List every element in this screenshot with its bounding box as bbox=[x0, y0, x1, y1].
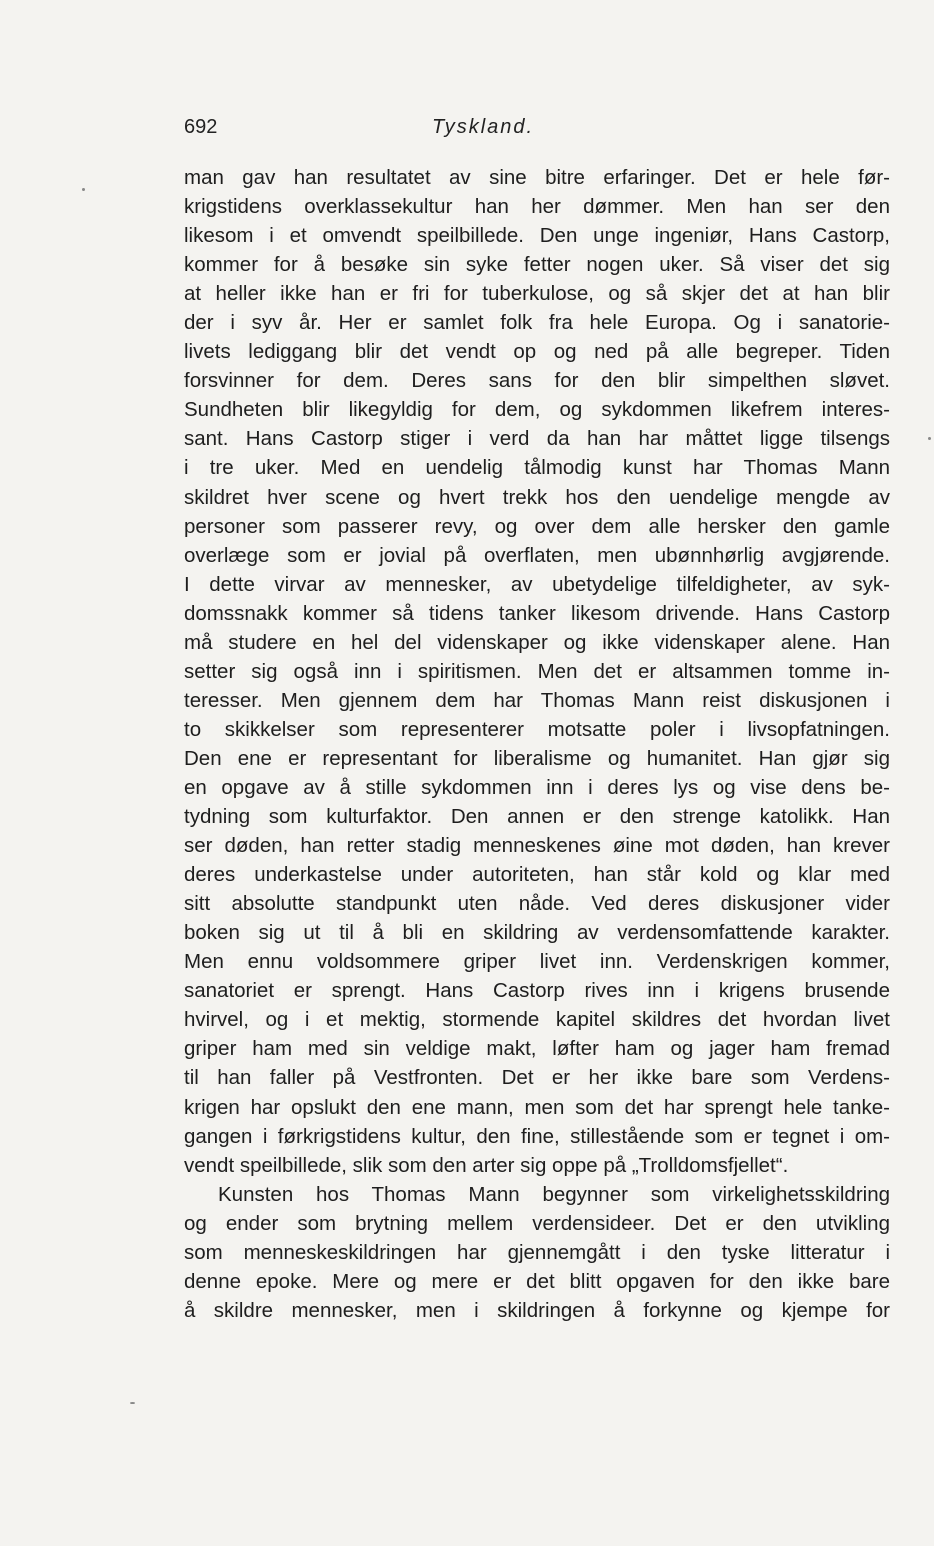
text-line: en opgave av å stille sykdommen inn i deres lys og vise dens be- bbox=[184, 775, 890, 799]
text-line: vendt speilbillede, slik som den arter sig oppe på „Trolldomsfjellet“. bbox=[184, 1153, 789, 1177]
text-line: boken sig ut til å bli en skildring av verdensomfattende karakter. bbox=[184, 921, 890, 945]
text-line: deres underkastelse under autoriteten, han står kold og klar med bbox=[184, 863, 890, 887]
page-header bbox=[184, 116, 890, 148]
page-number: 692 bbox=[184, 116, 218, 138]
body-text bbox=[184, 163, 890, 1325]
text-line: Sundheten blir likegyldig for dem, og sykdommen likefrem interes- bbox=[184, 398, 890, 422]
text-line: sitt absolutte standpunkt uten nåde. Ved deres diskusjoner vider bbox=[184, 892, 890, 916]
text-line: livets lediggang blir det vendt op og ned på alle begreper. Tiden bbox=[184, 340, 890, 364]
text-line: skildret hver scene og hvert trekk hos den uendelige mengde av bbox=[184, 485, 890, 509]
text-line: krigen har opslukt den ene mann, men som det har sprengt hele tanke- bbox=[184, 1095, 890, 1119]
text-line: gangen i førkrigstidens kultur, den fine, stillestående som er tegnet i om- bbox=[184, 1124, 890, 1148]
text-line: griper ham med sin veldige makt, løfter ham og jager ham fremad bbox=[184, 1037, 890, 1061]
text-line: domssnakk kommer så tidens tanker likesom drivende. Hans Castorp bbox=[184, 601, 890, 625]
text-line: må studere en hel del videnskaper og ikke videnskaper alene. Han bbox=[184, 630, 890, 654]
text-line: ser døden, han retter stadig menneskenes øine mot døden, han krever bbox=[184, 834, 890, 858]
text-line: sant. Hans Castorp stiger i verd da han har måttet ligge tilsengs bbox=[184, 427, 890, 451]
text-line: to skikkelser som representerer motsatte poler i livsopfatningen. bbox=[184, 717, 890, 741]
text-line: Kunsten hos Thomas Mann begynner som virkelighetsskildring bbox=[218, 1182, 890, 1206]
text-line: og ender som brytning mellem verdensideer. Det er den utvikling bbox=[184, 1211, 890, 1235]
text-line: der i syv år. Her er samlet folk fra hele Europa. Og i sanatorie- bbox=[184, 311, 890, 335]
text-line: personer som passerer revy, og over dem alle hersker den gamle bbox=[184, 514, 890, 538]
text-line: forsvinner for dem. Deres sans for den blir simpelthen sløvet. bbox=[184, 369, 890, 393]
running-title: Tyskland. bbox=[432, 116, 535, 138]
text-line: til han faller på Vestfronten. Det er her ikke bare som Verdens- bbox=[184, 1066, 890, 1090]
text-line: hvirvel, og i et mektig, stormende kapitel skildres det hvordan livet bbox=[184, 1008, 890, 1032]
text-line: setter sig også inn i spiritismen. Men det er altsammen tomme in- bbox=[184, 659, 890, 683]
text-line: likesom i et omvendt speilbillede. Den unge ingeniør, Hans Castorp, bbox=[184, 224, 890, 248]
text-line: Den ene er representant for liberalisme og humanitet. Han gjør sig bbox=[184, 746, 890, 770]
text-line: overlæge som er jovial på overflaten, men ubønnhørlig avgjørende. bbox=[184, 543, 890, 567]
text-line: kommer for å besøke sin syke fetter nogen uker. Så viser det sig bbox=[184, 253, 890, 277]
text-line: denne epoke. Mere og mere er det blitt opgaven for den ikke bare bbox=[184, 1269, 890, 1293]
text-line: at heller ikke han er fri for tuberkulose, og så skjer det at han blir bbox=[184, 282, 890, 306]
paper-speck bbox=[130, 1402, 135, 1404]
text-line: krigstidens overklassekultur han her dømmer. Men han ser den bbox=[184, 195, 890, 219]
text-line: i tre uker. Med en uendelig tålmodig kunst har Thomas Mann bbox=[184, 456, 890, 480]
text-line: teresser. Men gjennem dem har Thomas Mann reist diskusjonen i bbox=[184, 688, 890, 712]
text-line: å skildre mennesker, men i skildringen å forkynne og kjempe for bbox=[184, 1298, 890, 1322]
text-line: sanatoriet er sprengt. Hans Castorp rives inn i krigens brusende bbox=[184, 979, 890, 1003]
text-line: I dette virvar av mennesker, av ubetydelige tilfeldigheter, av syk- bbox=[184, 572, 890, 596]
text-line: som menneskeskildringen har gjennemgått i den tyske litteratur i bbox=[184, 1240, 890, 1264]
paper-speck bbox=[928, 437, 931, 440]
text-line: tydning som kulturfaktor. Den annen er den strenge katolikk. Han bbox=[184, 805, 890, 829]
text-line: man gav han resultatet av sine bitre erfaringer. Det er hele før- bbox=[184, 166, 890, 189]
text-line: Men ennu voldsommere griper livet inn. Verdenskrigen kommer, bbox=[184, 950, 890, 974]
paper-speck bbox=[82, 188, 85, 191]
